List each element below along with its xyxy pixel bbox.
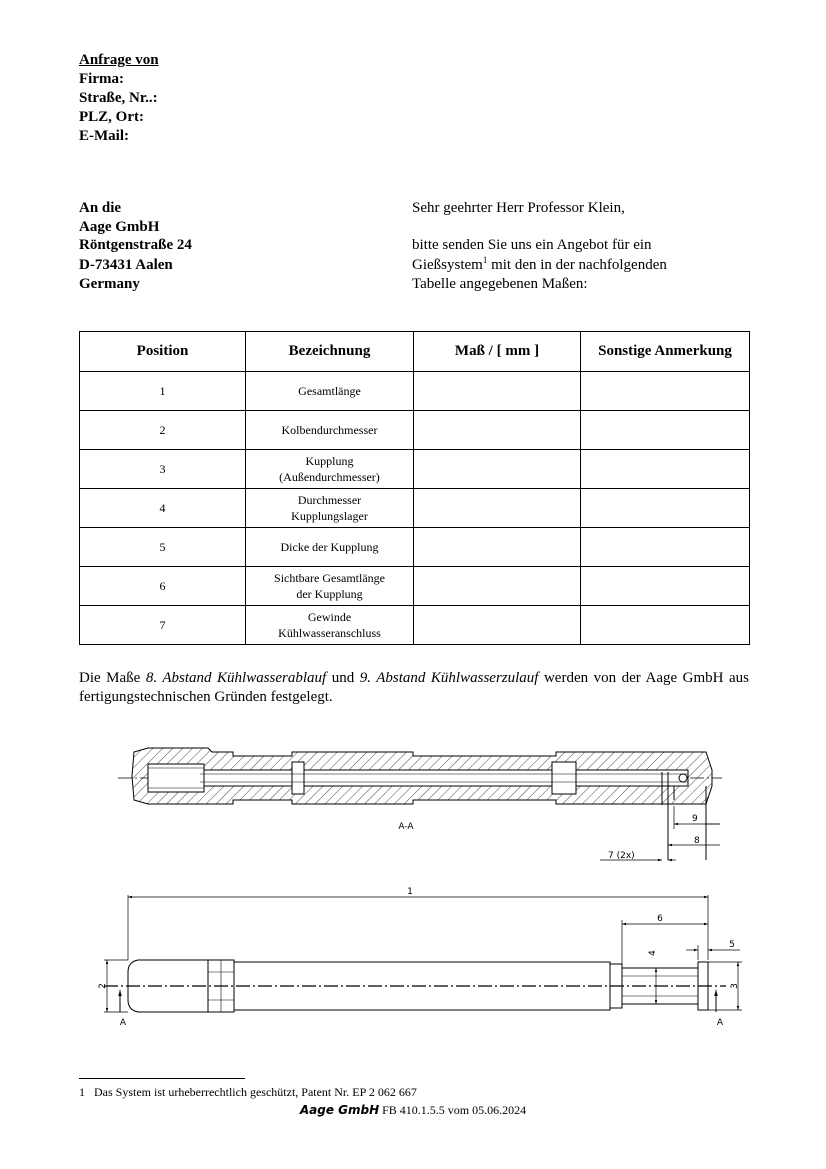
table-row [80, 528, 750, 567]
bezeichnung-text: Gewinde [307, 610, 352, 624]
street-label: Straße, Nr..: [79, 90, 158, 106]
letter-body-text: mit den in der nachfolgenden [487, 257, 667, 273]
dim-7-label: 7 (2x) [608, 851, 635, 861]
dim-4-label: 4 [648, 950, 658, 956]
cut-marker-right: A [716, 1018, 724, 1028]
bezeichnung-cell [246, 450, 414, 489]
position-cell: 2 [80, 411, 246, 450]
bezeichnung-text: Kolbendurchmesser [281, 423, 378, 437]
note-item-9: 9. Abstand Kühlwasserzulauf [359, 670, 539, 686]
mass-input-cell[interactable] [414, 528, 581, 567]
dim-3-label: 3 [730, 983, 740, 989]
page-footer [0, 1103, 826, 1118]
mass-input-cell[interactable] [414, 372, 581, 411]
bezeichnung-text: Kupplung [305, 454, 354, 468]
anmerkung-input-cell[interactable] [581, 567, 750, 606]
dim-9-label: 9 [692, 814, 698, 824]
mass-input-cell[interactable] [414, 489, 581, 528]
technical-drawing [0, 735, 826, 1035]
bezeichnung-cell [246, 372, 414, 411]
bezeichnung-text: Durchmesser [297, 493, 362, 507]
footer-text: FB 410.1.5.5 vom 05.06.2024 [379, 1103, 527, 1117]
recipient-line: Aage GmbH [79, 219, 160, 235]
sender-heading: Anfrage von [79, 52, 159, 68]
mass-input-cell[interactable] [414, 450, 581, 489]
section-bore [200, 770, 688, 786]
note-paragraph [79, 669, 749, 707]
bezeichnung-cell [246, 606, 414, 645]
table-row [80, 411, 750, 450]
bezeichnung-text: (Außendurchmesser) [279, 470, 380, 484]
header-mass: Maß / [ mm ] [414, 332, 581, 372]
header-position: Position [80, 332, 246, 372]
position-cell: 4 [80, 489, 246, 528]
footnote-reference: 1 [482, 255, 488, 265]
bezeichnung-text: Kühlwasseranschluss [278, 626, 381, 640]
footnote-separator [79, 1078, 245, 1079]
anmerkung-input-cell[interactable] [581, 489, 750, 528]
footnote [79, 1085, 417, 1100]
bezeichnung-text: der Kupplung [296, 587, 363, 601]
greeting: Sehr geehrter Herr Professor Klein, [412, 200, 625, 216]
bezeichnung-text: Dicke der Kupplung [280, 540, 379, 554]
letter-body-line: Tabelle angegebenen Maßen: [412, 276, 588, 292]
mass-input-cell[interactable] [414, 411, 581, 450]
footnote-number: 1 [79, 1085, 85, 1099]
dim-6-label: 6 [657, 914, 663, 924]
bezeichnung-cell [246, 411, 414, 450]
bezeichnung-cell [246, 567, 414, 606]
email-label: E-Mail: [79, 128, 129, 144]
note-text: und [326, 670, 360, 686]
note-text: Die Maße [79, 670, 146, 686]
anmerkung-input-cell[interactable] [581, 372, 750, 411]
system-word: Gießsystem [412, 257, 483, 273]
note-item-8: 8. Abstand Kühlwasserablauf [145, 670, 327, 686]
table-row [80, 567, 750, 606]
position-cell: 6 [80, 567, 246, 606]
table-row [80, 489, 750, 528]
position-cell: 5 [80, 528, 246, 567]
anmerkung-input-cell[interactable] [581, 450, 750, 489]
anmerkung-input-cell[interactable] [581, 606, 750, 645]
header-bezeichnung: Bezeichnung [246, 332, 414, 372]
bezeichnung-cell [246, 528, 414, 567]
anmerkung-input-cell[interactable] [581, 528, 750, 567]
company-logo: Aage GmbH [299, 1103, 380, 1117]
anmerkung-input-cell[interactable] [581, 411, 750, 450]
note-text: werden von der Aage GmbH aus fertigungstechnischen Gründen festgelegt. [79, 670, 749, 705]
recipient-line: An die [79, 200, 122, 216]
table-row [80, 372, 750, 411]
header-anmerkung: Sonstige Anmerkung [581, 332, 750, 372]
table-row [80, 606, 750, 645]
letter-body-line [412, 256, 667, 275]
mass-input-cell[interactable] [414, 606, 581, 645]
section-label: A-A [398, 822, 414, 832]
table-header-row [80, 332, 750, 372]
dimension-table [79, 331, 750, 645]
dim-8-label: 8 [694, 836, 700, 846]
bezeichnung-cell [246, 489, 414, 528]
dim-5-label: 5 [729, 940, 735, 950]
recipient-line: D-73431 Aalen [79, 257, 173, 273]
bezeichnung-text: Gesamtlänge [298, 384, 361, 398]
table-row [80, 450, 750, 489]
cut-marker-left: A [119, 1018, 127, 1028]
dim-1-label: 1 [407, 887, 413, 897]
section-view [118, 748, 722, 860]
dim-2-label: 2 [98, 983, 108, 989]
mass-input-cell[interactable] [414, 567, 581, 606]
firma-label: Firma: [79, 71, 124, 87]
position-cell: 1 [80, 372, 246, 411]
recipient-line: Germany [79, 276, 140, 292]
bezeichnung-text: Kupplungslager [291, 509, 368, 523]
letter-body-line: bitte senden Sie uns ein Angebot für ein [412, 237, 652, 253]
footnote-text: Das System ist urheberrechtlich geschützt, Patent Nr. EP 2 062 667 [94, 1085, 417, 1099]
side-view [104, 895, 742, 1012]
position-cell: 3 [80, 450, 246, 489]
plz-label: PLZ, Ort: [79, 109, 144, 125]
bezeichnung-text: Sichtbare Gesamtlänge [274, 571, 385, 585]
recipient-line: Röntgenstraße 24 [79, 237, 192, 253]
position-cell: 7 [80, 606, 246, 645]
